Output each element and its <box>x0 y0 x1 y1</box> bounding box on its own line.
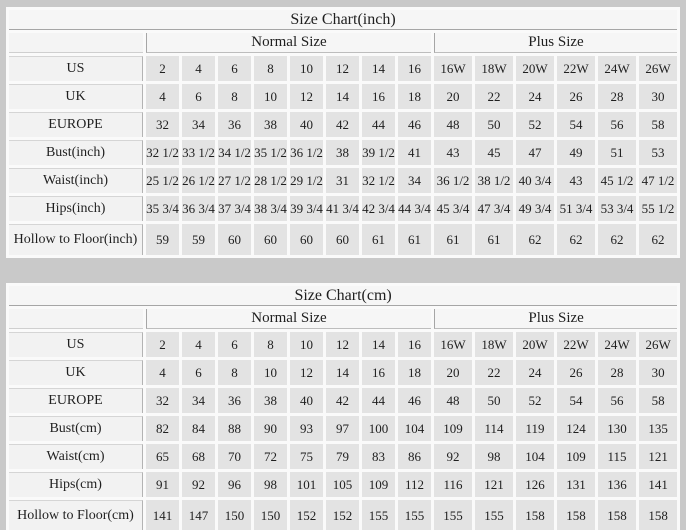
size-cell: 45 1/2 <box>598 168 636 193</box>
size-cell: 60 <box>218 224 251 255</box>
size-cell: 121 <box>639 444 677 469</box>
size-cell: 90 <box>254 416 287 441</box>
corner-cell <box>9 309 143 329</box>
size-cell: 44 <box>362 388 395 413</box>
size-cell: 22 <box>475 360 513 385</box>
size-cell: 109 <box>362 472 395 497</box>
table-row <box>9 112 677 137</box>
size-cell: 6 <box>182 360 215 385</box>
size-cell: 14 <box>326 84 359 109</box>
size-cell: 56 <box>598 388 636 413</box>
table-row <box>9 196 677 221</box>
size-cell: 41 <box>398 140 431 165</box>
size-cell: 36 <box>218 112 251 137</box>
size-cell: 91 <box>146 472 179 497</box>
row-label: EUROPE <box>9 388 143 413</box>
size-cell: 8 <box>254 56 287 81</box>
column-group-header: Normal Size <box>146 33 431 53</box>
size-cell: 10 <box>254 360 287 385</box>
size-cell: 2 <box>146 332 179 357</box>
size-cell: 6 <box>182 84 215 109</box>
size-cell: 150 <box>218 500 251 530</box>
size-cell: 16 <box>398 332 431 357</box>
size-cell: 61 <box>362 224 395 255</box>
size-cell: 52 <box>516 112 554 137</box>
size-cell: 54 <box>557 388 595 413</box>
size-cell: 51 3/4 <box>557 196 595 221</box>
size-cell: 158 <box>516 500 554 530</box>
size-cell: 43 <box>557 168 595 193</box>
size-cell: 61 <box>434 224 472 255</box>
size-cell: 26 <box>557 360 595 385</box>
size-cell: 54 <box>557 112 595 137</box>
size-cell: 40 <box>290 112 323 137</box>
table-row <box>9 56 677 81</box>
size-cell: 2 <box>146 56 179 81</box>
size-cell: 10 <box>254 84 287 109</box>
size-cell: 40 <box>290 388 323 413</box>
size-cell: 44 <box>362 112 395 137</box>
size-cell: 49 <box>557 140 595 165</box>
size-cell: 6 <box>218 332 251 357</box>
size-cell: 62 <box>557 224 595 255</box>
size-cell: 42 <box>326 388 359 413</box>
size-cell: 158 <box>557 500 595 530</box>
size-cell: 75 <box>290 444 323 469</box>
size-cell: 51 <box>598 140 636 165</box>
size-cell: 100 <box>362 416 395 441</box>
size-cell: 34 <box>398 168 431 193</box>
size-cell: 141 <box>146 500 179 530</box>
size-cell: 24W <box>598 332 636 357</box>
size-cell: 92 <box>434 444 472 469</box>
size-cell: 38 <box>326 140 359 165</box>
size-cell: 48 <box>434 388 472 413</box>
size-cell: 155 <box>475 500 513 530</box>
size-cell: 79 <box>326 444 359 469</box>
size-cell: 24 <box>516 360 554 385</box>
size-cell: 36 1/2 <box>434 168 472 193</box>
row-label: Bust(inch) <box>9 140 143 165</box>
size-cell: 16 <box>398 56 431 81</box>
size-cell: 58 <box>639 388 677 413</box>
size-cell: 56 <box>598 112 636 137</box>
size-cell: 109 <box>434 416 472 441</box>
size-cell: 98 <box>475 444 513 469</box>
size-cell: 32 1/2 <box>362 168 395 193</box>
size-cell: 30 <box>639 360 677 385</box>
size-cell: 49 3/4 <box>516 196 554 221</box>
size-cell: 10 <box>290 56 323 81</box>
size-cell: 38 <box>254 388 287 413</box>
size-cell: 105 <box>326 472 359 497</box>
size-cell: 158 <box>598 500 636 530</box>
size-cell: 46 <box>398 112 431 137</box>
table-row <box>9 444 677 469</box>
size-cell: 53 3/4 <box>598 196 636 221</box>
size-cell: 32 <box>146 112 179 137</box>
size-cell: 121 <box>475 472 513 497</box>
chart-title: Size Chart(cm) <box>9 286 677 306</box>
size-cell: 141 <box>639 472 677 497</box>
size-cell: 41 3/4 <box>326 196 359 221</box>
size-cell: 32 1/2 <box>146 140 179 165</box>
size-cell: 155 <box>362 500 395 530</box>
corner-cell <box>9 33 143 53</box>
size-chart-inch-table <box>6 7 680 258</box>
size-cell: 114 <box>475 416 513 441</box>
size-cell: 158 <box>639 500 677 530</box>
size-cell: 70 <box>218 444 251 469</box>
size-cell: 36 1/2 <box>290 140 323 165</box>
size-cell: 43 <box>434 140 472 165</box>
size-cell: 116 <box>434 472 472 497</box>
size-cell: 10 <box>290 332 323 357</box>
size-cell: 38 1/2 <box>475 168 513 193</box>
size-cell: 101 <box>290 472 323 497</box>
size-cell: 62 <box>598 224 636 255</box>
size-cell: 55 1/2 <box>639 196 677 221</box>
size-cell: 30 <box>639 84 677 109</box>
size-cell: 60 <box>254 224 287 255</box>
size-cell: 130 <box>598 416 636 441</box>
size-cell: 20W <box>516 332 554 357</box>
row-label: Hips(cm) <box>9 472 143 497</box>
size-cell: 34 <box>182 388 215 413</box>
size-cell: 14 <box>362 56 395 81</box>
size-cell: 61 <box>475 224 513 255</box>
size-cell: 28 <box>598 84 636 109</box>
size-cell: 92 <box>182 472 215 497</box>
size-cell: 18 <box>398 84 431 109</box>
table-row <box>9 168 677 193</box>
size-chart-cm-table <box>6 283 680 530</box>
size-cell: 18W <box>475 332 513 357</box>
size-cell: 14 <box>326 360 359 385</box>
size-cell: 65 <box>146 444 179 469</box>
size-cell: 52 <box>516 388 554 413</box>
size-cell: 47 3/4 <box>475 196 513 221</box>
size-cell: 135 <box>639 416 677 441</box>
table-row <box>9 84 677 109</box>
size-cell: 150 <box>254 500 287 530</box>
row-label: UK <box>9 360 143 385</box>
row-label: Hollow to Floor(cm) <box>9 500 143 530</box>
size-cell: 16 <box>362 84 395 109</box>
size-cell: 38 <box>254 112 287 137</box>
row-label: Bust(cm) <box>9 416 143 441</box>
size-cell: 33 1/2 <box>182 140 215 165</box>
size-cell: 104 <box>398 416 431 441</box>
chart-title: Size Chart(inch) <box>9 10 677 30</box>
size-cell: 112 <box>398 472 431 497</box>
size-cell: 34 1/2 <box>218 140 251 165</box>
size-cell: 147 <box>182 500 215 530</box>
size-cell: 50 <box>475 388 513 413</box>
size-cell: 25 1/2 <box>146 168 179 193</box>
size-cell: 16 <box>362 360 395 385</box>
size-cell: 20W <box>516 56 554 81</box>
size-cell: 48 <box>434 112 472 137</box>
size-cell: 18W <box>475 56 513 81</box>
size-cell: 82 <box>146 416 179 441</box>
size-cell: 20 <box>434 84 472 109</box>
size-cell: 124 <box>557 416 595 441</box>
size-cell: 97 <box>326 416 359 441</box>
size-cell: 22W <box>557 56 595 81</box>
table-row <box>9 224 677 255</box>
size-cell: 61 <box>398 224 431 255</box>
size-cell: 45 <box>475 140 513 165</box>
size-cell: 98 <box>254 472 287 497</box>
table-row <box>9 360 677 385</box>
row-label: US <box>9 56 143 81</box>
size-cell: 39 3/4 <box>290 196 323 221</box>
size-cell: 126 <box>516 472 554 497</box>
size-cell: 36 <box>218 388 251 413</box>
table-row <box>9 332 677 357</box>
size-cell: 26 <box>557 84 595 109</box>
table-row <box>9 388 677 413</box>
size-cell: 131 <box>557 472 595 497</box>
row-label: Hollow to Floor(inch) <box>9 224 143 255</box>
size-cell: 4 <box>146 360 179 385</box>
size-cell: 58 <box>639 112 677 137</box>
size-cell: 84 <box>182 416 215 441</box>
row-label: EUROPE <box>9 112 143 137</box>
size-cell: 44 3/4 <box>398 196 431 221</box>
size-cell: 93 <box>290 416 323 441</box>
size-cell: 86 <box>398 444 431 469</box>
size-cell: 119 <box>516 416 554 441</box>
size-cell: 104 <box>516 444 554 469</box>
table-row <box>9 416 677 441</box>
size-cell: 4 <box>182 332 215 357</box>
size-cell: 22 <box>475 84 513 109</box>
column-group-header: Normal Size <box>146 309 431 329</box>
size-cell: 27 1/2 <box>218 168 251 193</box>
size-cell: 115 <box>598 444 636 469</box>
size-cell: 59 <box>146 224 179 255</box>
size-cell: 4 <box>146 84 179 109</box>
size-cell: 12 <box>290 360 323 385</box>
size-cell: 47 1/2 <box>639 168 677 193</box>
size-cell: 47 <box>516 140 554 165</box>
size-cell: 26 1/2 <box>182 168 215 193</box>
size-cell: 42 <box>326 112 359 137</box>
size-cell: 38 3/4 <box>254 196 287 221</box>
size-cell: 42 3/4 <box>362 196 395 221</box>
size-cell: 152 <box>326 500 359 530</box>
size-cell: 136 <box>598 472 636 497</box>
size-cell: 60 <box>326 224 359 255</box>
size-cell: 46 <box>398 388 431 413</box>
size-cell: 26W <box>639 332 677 357</box>
table-row <box>9 472 677 497</box>
size-cell: 24 <box>516 84 554 109</box>
size-cell: 8 <box>218 360 251 385</box>
size-cell: 22W <box>557 332 595 357</box>
size-cell: 62 <box>639 224 677 255</box>
size-cell: 18 <box>398 360 431 385</box>
column-group-header: Plus Size <box>434 33 677 53</box>
size-cell: 68 <box>182 444 215 469</box>
size-cell: 59 <box>182 224 215 255</box>
row-label: UK <box>9 84 143 109</box>
size-cell: 72 <box>254 444 287 469</box>
table-row <box>9 140 677 165</box>
size-cell: 36 3/4 <box>182 196 215 221</box>
size-cell: 37 3/4 <box>218 196 251 221</box>
size-cell: 53 <box>639 140 677 165</box>
column-group-header: Plus Size <box>434 309 677 329</box>
size-cell: 109 <box>557 444 595 469</box>
size-cell: 8 <box>218 84 251 109</box>
size-cell: 45 3/4 <box>434 196 472 221</box>
size-cell: 14 <box>362 332 395 357</box>
size-cell: 6 <box>218 56 251 81</box>
size-cell: 96 <box>218 472 251 497</box>
size-cell: 16W <box>434 332 472 357</box>
size-cell: 155 <box>434 500 472 530</box>
row-label: Hips(inch) <box>9 196 143 221</box>
size-cell: 35 3/4 <box>146 196 179 221</box>
size-cell: 34 <box>182 112 215 137</box>
size-cell: 4 <box>182 56 215 81</box>
size-cell: 40 3/4 <box>516 168 554 193</box>
size-cell: 12 <box>290 84 323 109</box>
row-label: Waist(cm) <box>9 444 143 469</box>
size-cell: 24W <box>598 56 636 81</box>
size-cell: 29 1/2 <box>290 168 323 193</box>
table-row <box>9 500 677 530</box>
size-cell: 83 <box>362 444 395 469</box>
size-cell: 16W <box>434 56 472 81</box>
size-cell: 39 1/2 <box>362 140 395 165</box>
size-cell: 20 <box>434 360 472 385</box>
size-cell: 32 <box>146 388 179 413</box>
size-cell: 28 1/2 <box>254 168 287 193</box>
size-cell: 12 <box>326 56 359 81</box>
size-cell: 31 <box>326 168 359 193</box>
size-cell: 12 <box>326 332 359 357</box>
size-cell: 60 <box>290 224 323 255</box>
size-cell: 28 <box>598 360 636 385</box>
size-cell: 62 <box>516 224 554 255</box>
row-label: US <box>9 332 143 357</box>
size-cell: 88 <box>218 416 251 441</box>
size-cell: 152 <box>290 500 323 530</box>
size-cell: 155 <box>398 500 431 530</box>
size-cell: 50 <box>475 112 513 137</box>
size-cell: 26W <box>639 56 677 81</box>
size-cell: 8 <box>254 332 287 357</box>
size-cell: 35 1/2 <box>254 140 287 165</box>
row-label: Waist(inch) <box>9 168 143 193</box>
